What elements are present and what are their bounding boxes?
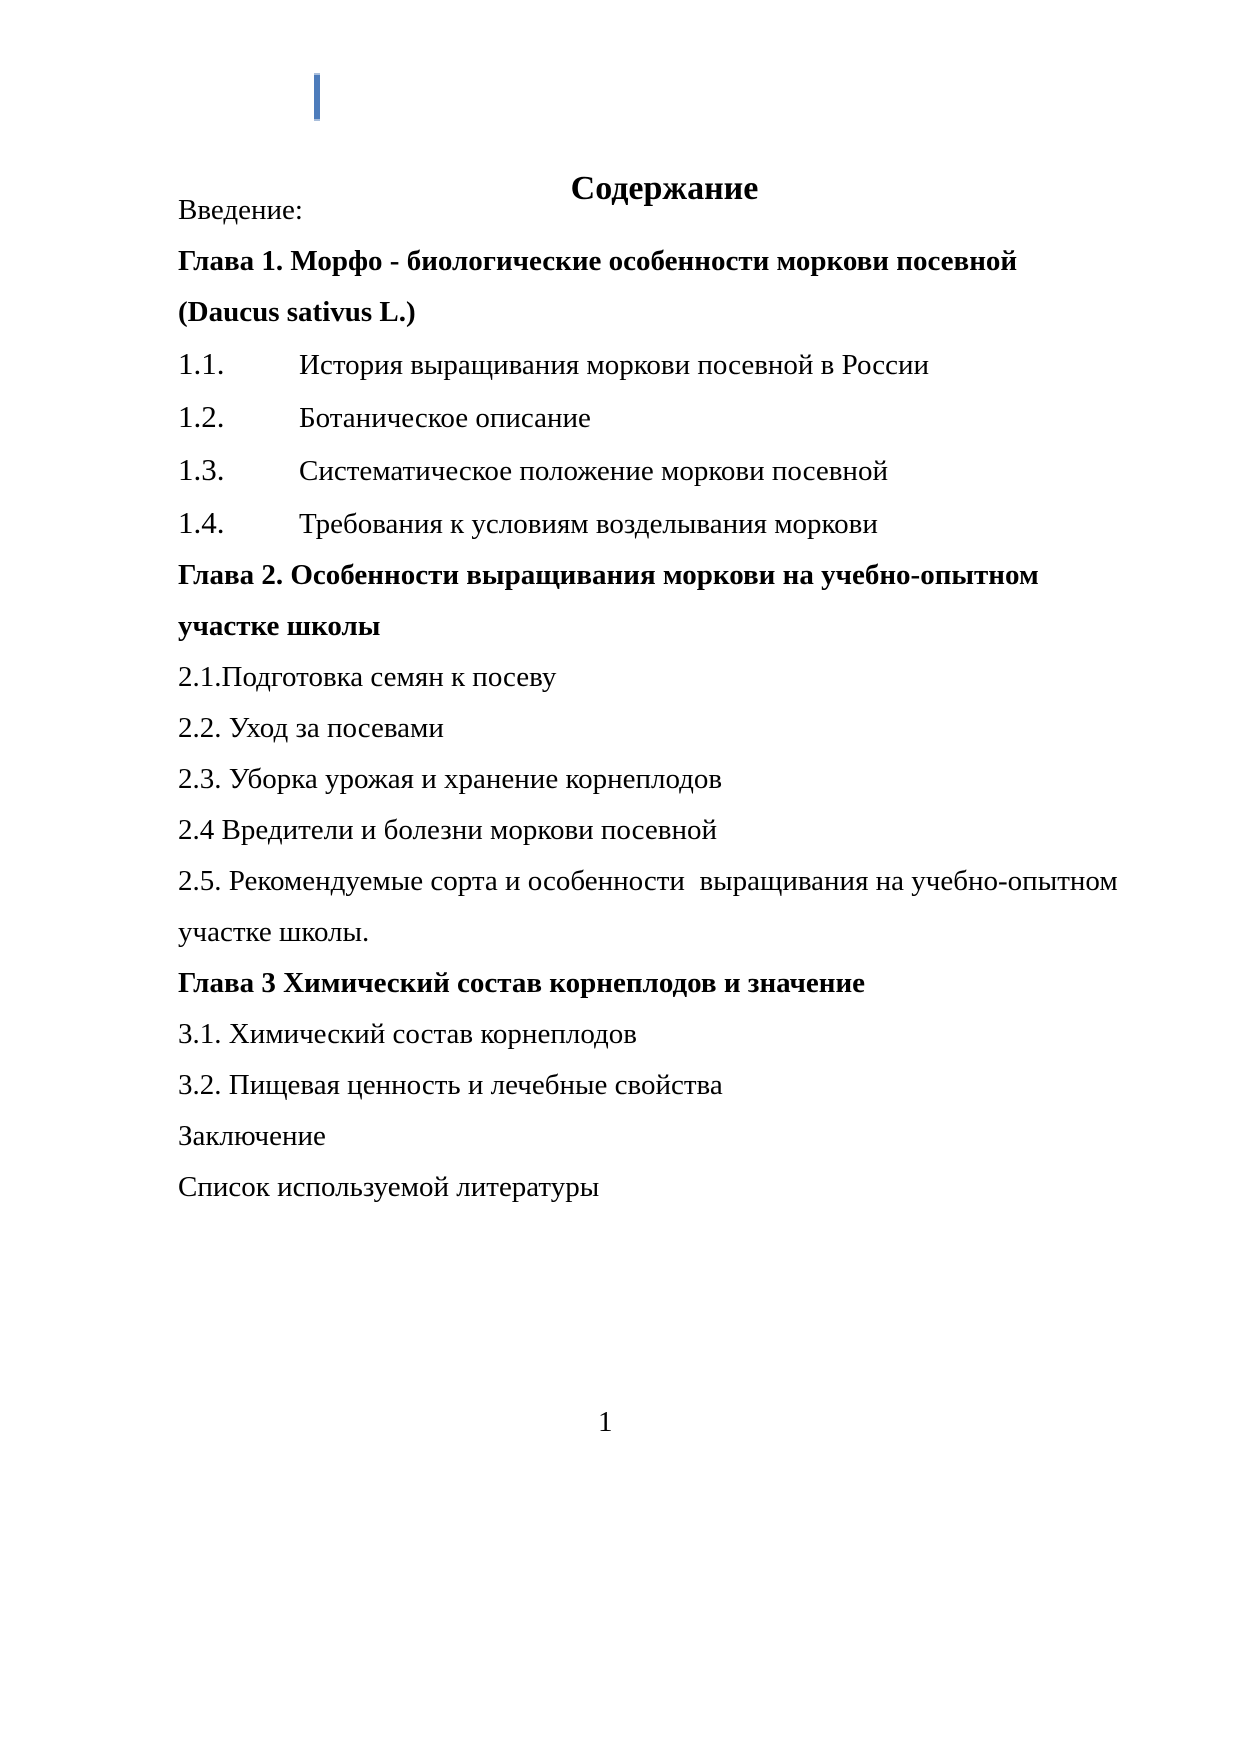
toc-item-2-5-line2: участке школы. [178,916,370,948]
toc-chapter-1-heading-line1: Глава 1. Морфо - биологические особенности моркови посевной [178,245,1018,277]
toc-list [178,185,1163,1213]
page-number: 1 [598,1406,613,1438]
toc-item-1-4-text: Требования к условиям возделывания моркови [299,508,878,540]
toc-chapter-2-heading-line2: участке школы [178,610,381,642]
toc-item-1-1 [178,338,1163,391]
toc-item-3-1: 3.1. Химический состав корнеплодов [178,1018,637,1050]
toc-item-1-1-text: История выращивания моркови посевной в России [299,349,930,381]
toc-item-2-4: 2.4 Вредители и болезни моркови посевной [178,814,717,846]
toc-item-1-2-text: Ботаническое описание [299,402,591,434]
toc-item-1-4-number: 1.4. [178,505,225,540]
toc-chapter-3-heading: Глава 3 Химический состав корнеплодов и значение [178,967,866,999]
toc-item-1-4 [178,497,1163,550]
toc-introduction: Введение: [178,194,303,226]
toc-references: Список используемой литературы [178,1171,600,1203]
toc-item-1-3 [178,444,1163,497]
toc-title: Содержание [570,169,759,207]
toc-item-2-2: 2.2. Уход за посевами [178,712,444,744]
toc-item-1-2-number: 1.2. [178,399,225,434]
toc-item-1-3-text: Систематическое положение моркови посевной [299,455,888,487]
toc-item-1-1-number: 1.1. [178,346,225,381]
toc-chapter-1-heading-line2: (Daucus sativus L.) [178,296,416,328]
toc-conclusion: Заключение [178,1120,326,1152]
toc-item-2-3: 2.3. Уборка урожая и хранение корнеплодов [178,763,723,795]
blue-vertical-line-shape [314,73,320,121]
toc-item-2-5-line1: 2.5. Рекомендуемые сорта и особенности выращивания на учебно-опытном [178,865,1118,897]
toc-item-1-3-number: 1.3. [178,452,225,487]
toc-item-3-2: 3.2. Пищевая ценность и лечебные свойства [178,1069,723,1101]
toc-item-2-1: 2.1.Подготовка семян к посеву [178,661,557,693]
toc-item-1-2 [178,391,1163,444]
toc-chapter-2-heading-line1: Глава 2. Особенности выращивания моркови на учебно-опытном [178,559,1039,591]
